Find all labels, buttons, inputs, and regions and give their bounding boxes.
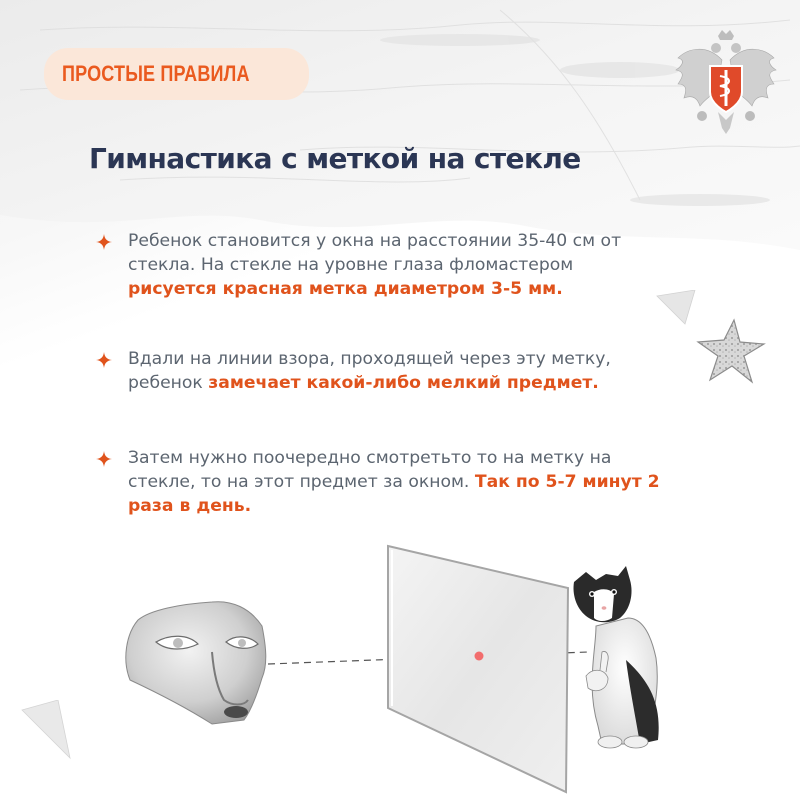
list-item	[96, 347, 666, 395]
category-badge-label: ПРОСТЫЕ ПРАВИЛА	[62, 61, 250, 86]
list-item-plain-text: Вдали на линии взора, проходящей через эту метку, ребенок	[128, 349, 611, 393]
list-item-plain-text: Ребенок становится у окна на расстоянии 35-40 см от стекла. На стекле на уровне глаза фломастером	[128, 231, 622, 275]
exercise-illustration	[0, 530, 800, 800]
glass-pane	[388, 546, 568, 792]
red-mark-dot	[475, 652, 484, 661]
sparkle-bullet-icon	[96, 234, 112, 250]
sparkle-bullet-icon	[96, 352, 112, 368]
list-item-accent-text: замечает какой-либо мелкий предмет.	[208, 373, 599, 393]
statue-eyes-fragment	[126, 602, 266, 724]
paper-star-icon	[694, 318, 766, 386]
list-item	[96, 446, 666, 518]
paper-scrap-decoration	[655, 290, 699, 326]
page-title: Гимнастика с меткой на стекле	[89, 142, 581, 175]
sparkle-bullet-icon	[96, 451, 112, 467]
list-item-text	[128, 347, 666, 395]
cat-thumbs-up	[574, 566, 659, 748]
list-item	[96, 229, 666, 301]
list-item-text	[128, 446, 666, 518]
list-item-text	[128, 229, 666, 301]
category-badge	[44, 48, 309, 100]
ministry-of-health-emblem-icon	[672, 30, 780, 138]
list-item-accent-text: рисуется красная метка диаметром 3-5 мм.	[128, 279, 563, 299]
list-item-accent-text: Так по 5-7 минут 2 раза в день.	[128, 472, 660, 516]
list-item-plain-text: Затем нужно поочередно смотретьто то на метку на стекле, то на этот предмет за окном.	[128, 448, 612, 492]
